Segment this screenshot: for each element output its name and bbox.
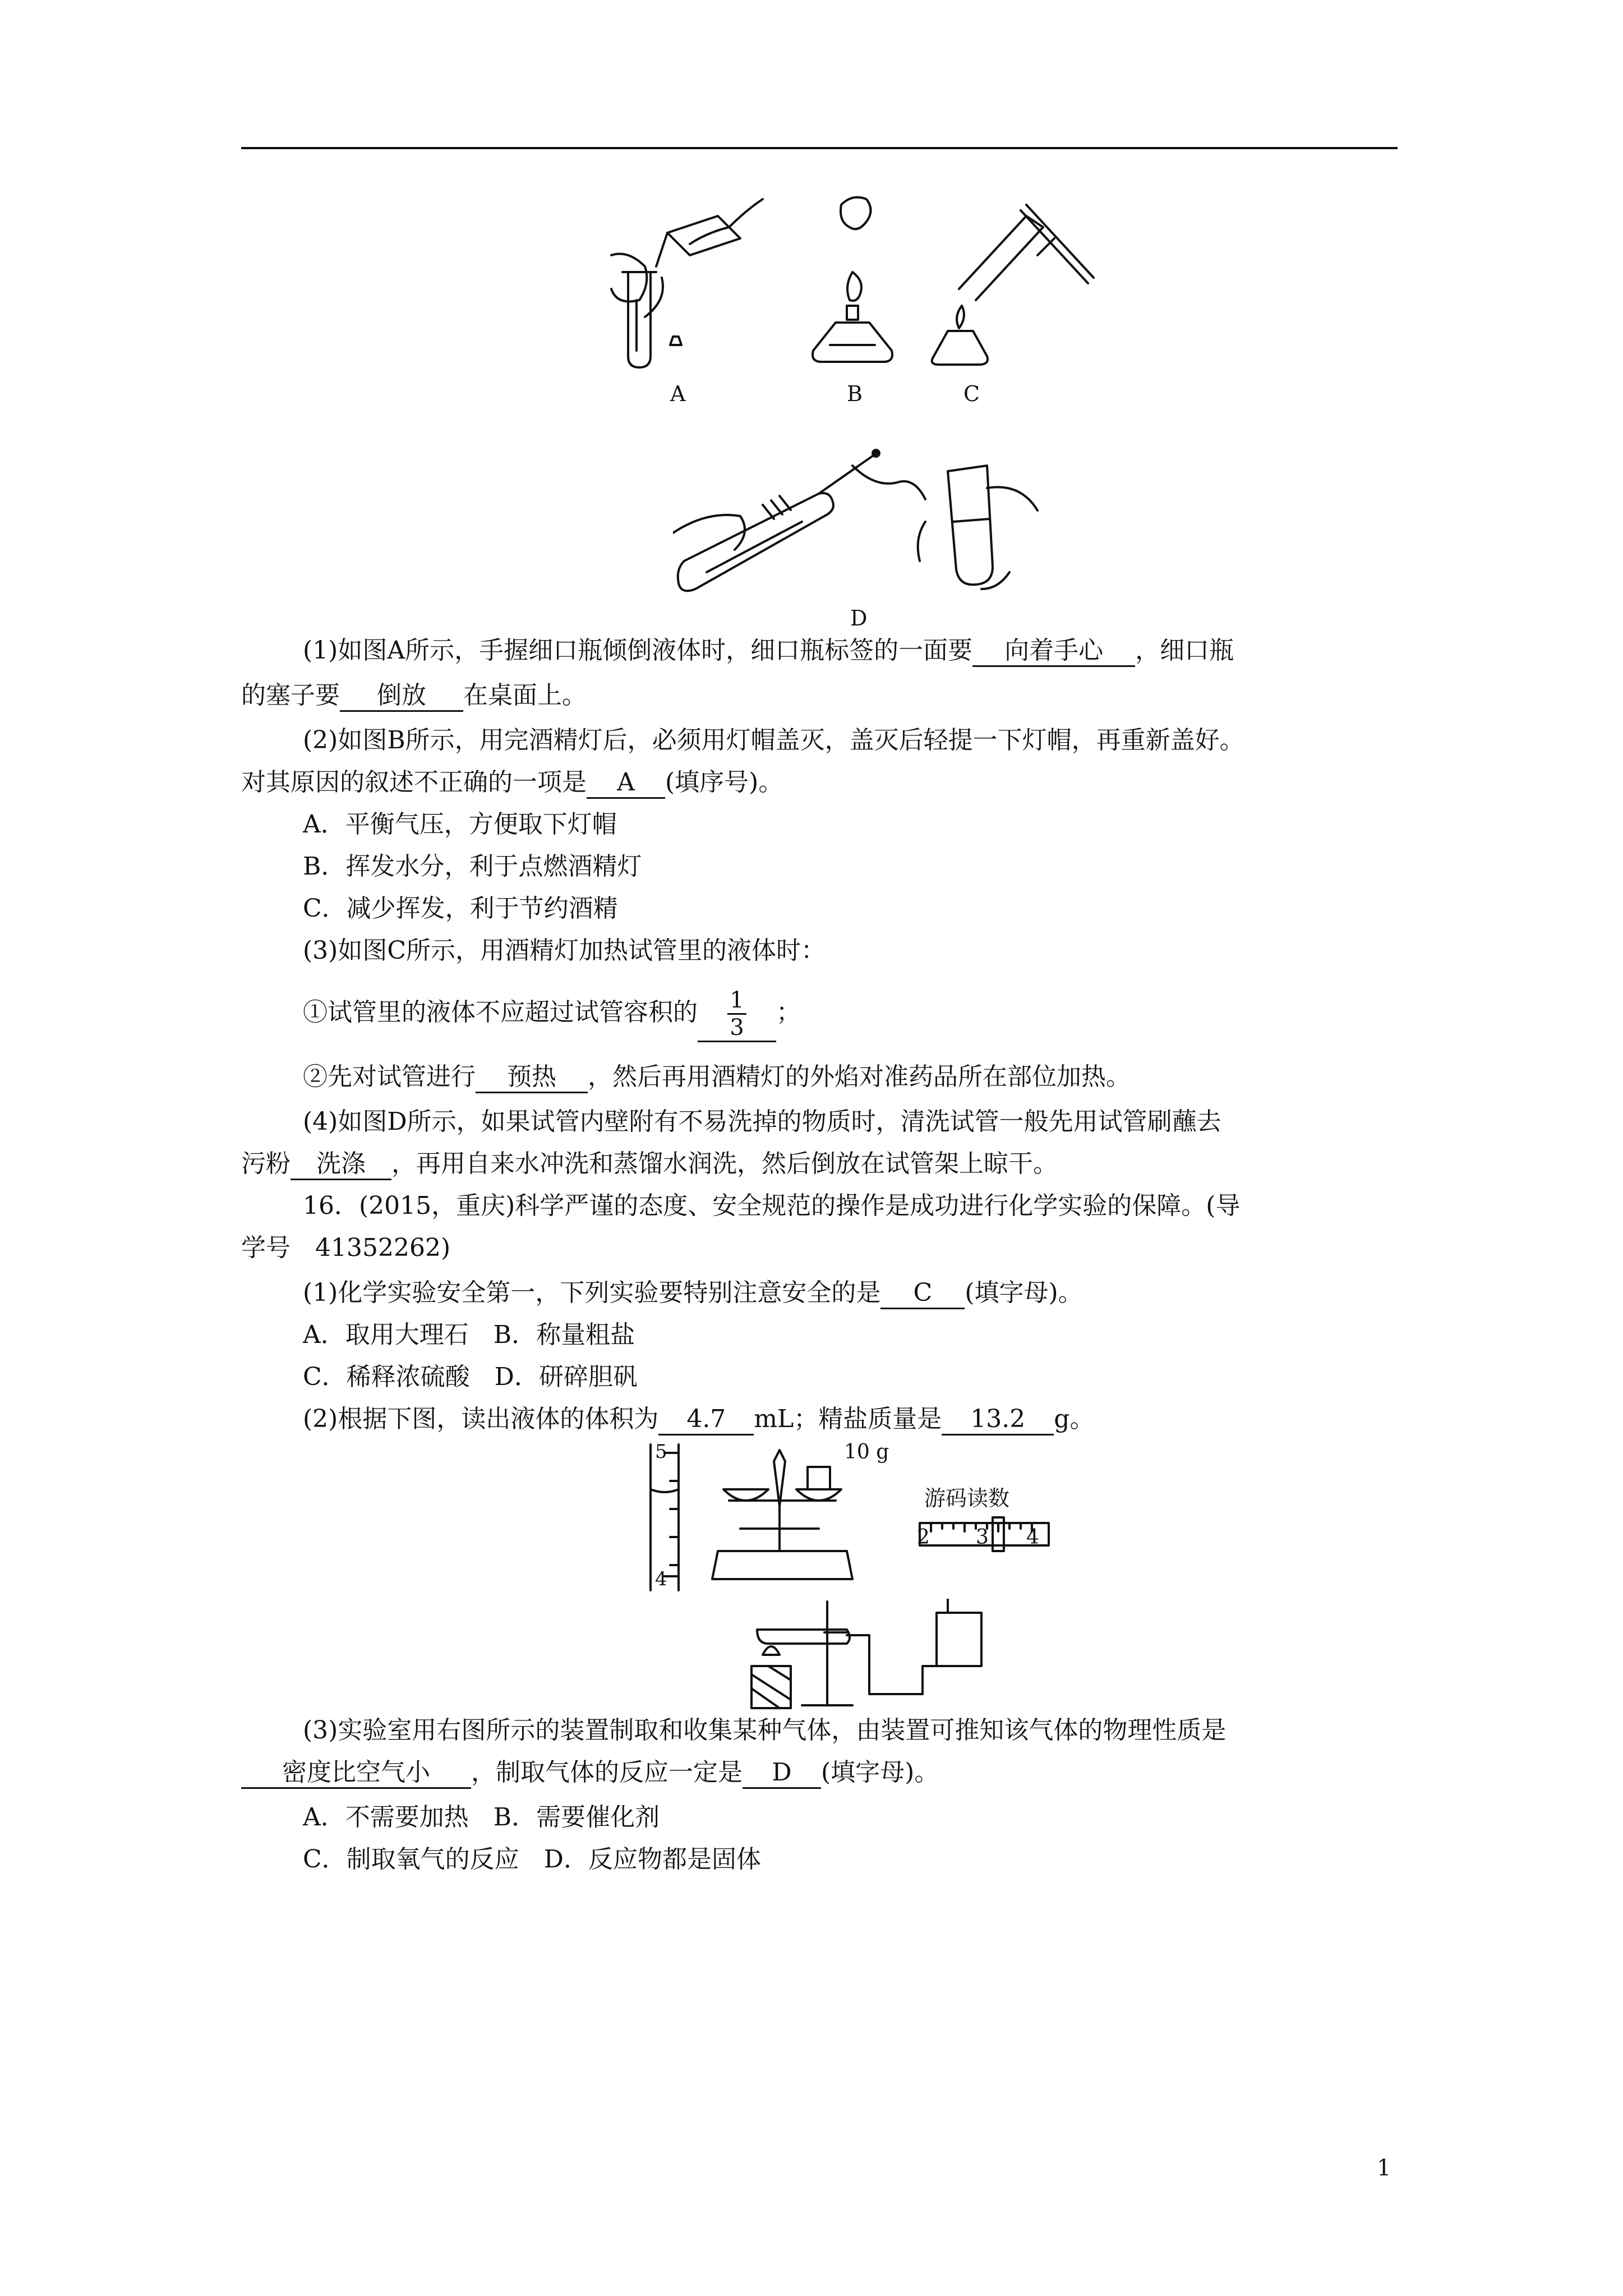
figure-a-pouring-liquid [606, 188, 774, 373]
fraction-denominator: 3 [730, 1015, 744, 1041]
q16-part2-text-a: (2)根据下图，读出液体的体积为 [303, 1405, 659, 1433]
q15-part3-item2 [303, 1060, 1131, 1094]
q16-part1-options1: A．取用大理石 B．称量粗盐 [303, 1320, 635, 1349]
q16-part3-line1: (3)实验室用右图所示的装置制取和收集某种气体，由装置可推知该气体的物理性质是 [303, 1716, 1227, 1745]
figure-d-cleaning-test-tube [673, 421, 1054, 611]
q15-part3-item1 [303, 982, 801, 1043]
q16-heading-line2: 学号 41352262) [241, 1234, 451, 1262]
figure-a-label: A [670, 381, 686, 406]
q16-part3-line2 [241, 1756, 939, 1789]
q15-part1-line1 [303, 634, 1234, 668]
answer-blank: D [743, 1758, 821, 1789]
q15-part2-text-c: (填序号)。 [665, 768, 783, 797]
answer-blank: 预热 [476, 1062, 588, 1093]
cylinder-label-top: 5 [655, 1441, 667, 1463]
answer-blank: A [587, 768, 665, 799]
figure-c-label: C [963, 381, 980, 406]
q15-part4-text-c: ，再用自来水冲洗和蒸馏水润洗，然后倒放在试管架上晾干。 [391, 1149, 1058, 1178]
q15-part1-text-c: 的塞子要 [241, 681, 340, 710]
q16-part1-options2: C．稀释浓硫酸 D．研碎胆矾 [303, 1363, 638, 1391]
q15-part1-text-a: (1)如图A所示，手握细口瓶倾倒液体时，细口瓶标签的一面要 [303, 636, 973, 665]
fraction-numerator: 1 [727, 987, 746, 1015]
q15-option: B．挥发水分，利于点燃酒精灯 [303, 852, 642, 881]
page-number: 1 [1377, 2155, 1391, 2181]
figure-gas-apparatus [735, 1599, 1043, 1711]
answer-blank [698, 987, 776, 1042]
cylinder-label-bottom: 4 [655, 1568, 667, 1590]
q16-part3-options1: A．不需要加热 B．需要催化剂 [303, 1803, 660, 1832]
q15-part2-line1: (2)如图B所示，用完酒精灯后，必须用灯帽盖灭，盖灭后轻提一下灯帽，再重新盖好。 [303, 726, 1244, 754]
answer-blank: 4.7 [658, 1405, 754, 1435]
figure-b-alcohol-lamp [796, 188, 909, 373]
q16-part3-options2: C．制取氧气的反应 D．反应物都是固体 [303, 1845, 761, 1874]
q15-part3-text-1b: ； [776, 998, 801, 1027]
figure-b-label: B [847, 381, 863, 406]
q16-part2-text-c: g。 [1054, 1405, 1095, 1433]
q15-part1-text-b: ，细口瓶 [1135, 636, 1234, 665]
q16-part2 [303, 1402, 1094, 1436]
q15-part3-intro: (3)如图C所示，用酒精灯加热试管里的液体时： [303, 936, 826, 965]
q15-part2-line2 [241, 766, 783, 799]
q15-part3-text-1a: ①试管里的液体不应超过试管容积的 [303, 998, 698, 1027]
q16-part1-text-b: (填字母)。 [965, 1278, 1083, 1307]
q15-part3-text-2b: ，然后再用酒精灯的外焰对准药品所在部位加热。 [588, 1062, 1131, 1091]
answer-blank: 洗涤 [291, 1149, 391, 1180]
q15-part3-text-2a: ②先对试管进行 [303, 1062, 476, 1091]
q15-part4-line2 [241, 1147, 1058, 1181]
q15-part1-line2 [241, 679, 587, 712]
q16-part3-text-b: ，制取气体的反应一定是 [471, 1758, 743, 1787]
q15-part4-line1: (4)如图D所示，如果试管内壁附有不易洗掉的物质时，清洗试管一般先用试管刷蘸去 [303, 1107, 1221, 1136]
answer-blank: 向着手心 [972, 636, 1135, 667]
q15-part1-text-d: 在桌面上。 [463, 681, 587, 710]
header-rule [241, 147, 1398, 149]
rider-title: 游码读数 [924, 1486, 1010, 1511]
answer-blank: C [880, 1278, 965, 1309]
figure-c-heating-test-tube [920, 188, 1099, 373]
figure-d-label: D [850, 606, 868, 631]
answer-blank: 13.2 [942, 1405, 1054, 1435]
q16-part1-text-a: (1)化学实验安全第一，下列实验要特别注意安全的是 [303, 1278, 881, 1307]
q16-part1 [303, 1276, 1083, 1310]
rider-tick: 4 [1026, 1526, 1039, 1549]
fraction [727, 987, 746, 1041]
answer-blank: 密度比空气小 [241, 1758, 471, 1789]
q15-option: C．减少挥发，利于节约酒精 [303, 894, 618, 923]
q15-part2-text-b: 对其原因的叙述不正确的一项是 [241, 768, 587, 797]
q15-option: A．平衡气压，方便取下灯帽 [303, 810, 617, 839]
q15-part4-text-b: 污粉 [241, 1149, 291, 1178]
q16-heading-line1: 16．(2015，重庆)科学严谨的态度、安全规范的操作是成功进行化学实验的保障。(导 [303, 1191, 1241, 1220]
rider-tick: 3 [976, 1526, 989, 1549]
rider-tick: 2 [917, 1526, 930, 1549]
weight-label: 10 g [844, 1441, 889, 1464]
q16-part3-text-c: (填字母)。 [821, 1758, 939, 1787]
q16-part2-text-b: mL；精盐质量是 [754, 1405, 942, 1433]
answer-blank: 倒放 [340, 681, 463, 712]
